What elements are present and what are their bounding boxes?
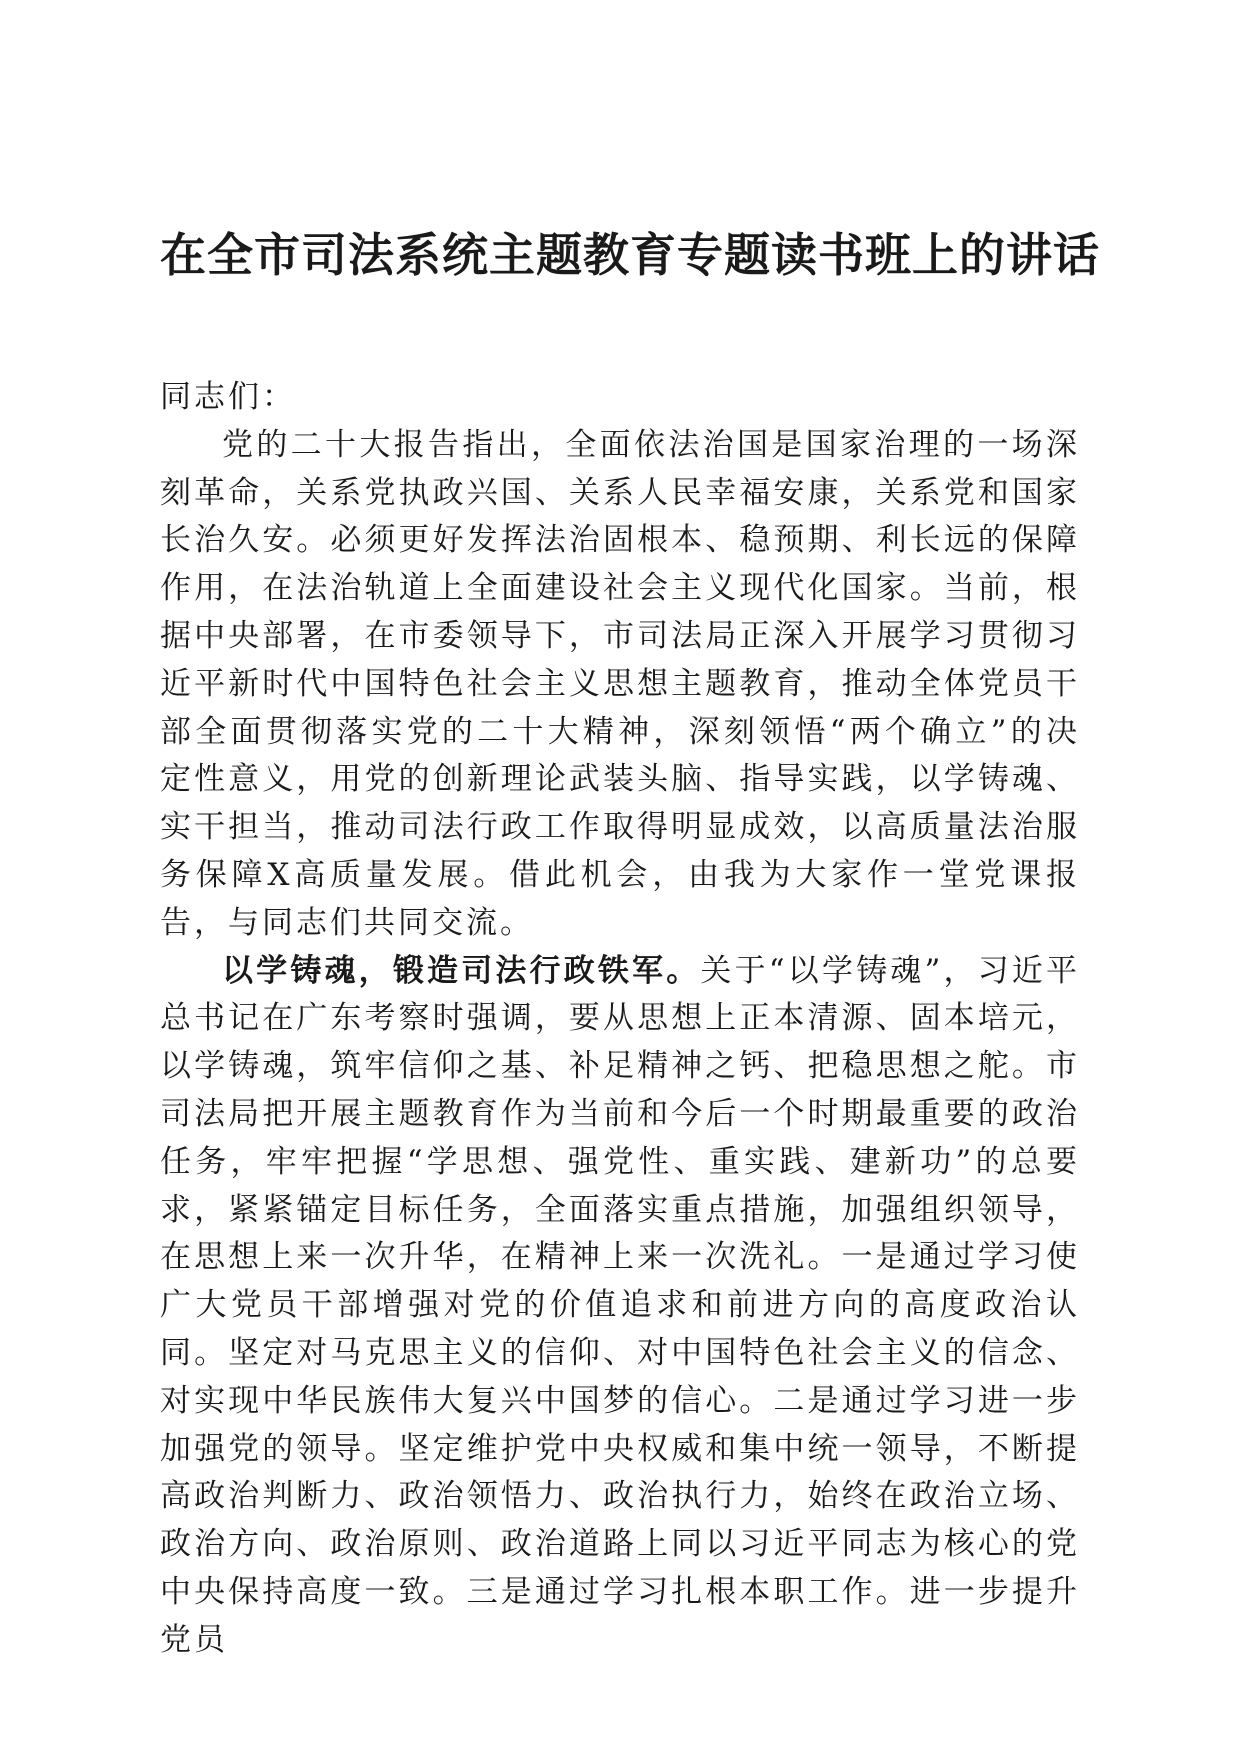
document-title: 在全市司法系统主题教育专题读书班上的讲话 <box>160 228 1100 282</box>
salutation: 同志们： <box>160 379 296 415</box>
paragraph-intro <box>160 422 1080 948</box>
section-heading: 以学铸魂，锻造司法行政铁军。 <box>222 952 701 989</box>
paragraph-section-1 <box>160 948 1080 1665</box>
document-body <box>160 374 1080 1665</box>
paragraph-text: 党的二十大报告指出，全面依法治国是国家治理的一场深刻革命，关系党执政兴国、关系人民幸福安康，关系党和国家长治久安。必须更好发挥法治固根本、稳预期、利长远的保障作用，在法治轨道上全面建设社会主义现代化国家。当前，根据中央部署，在市委领导下，市司法局正深入开展学习贯彻习近平新时代中国特色社会主义思想主题教育，推动全体党员干部全面贯彻落实党的二十大精神，深刻领悟“两个确立”的决定性意义，用党的创新理论武装头脑、指导实践，以学铸魂、实干担当，推动司法行政工作取得明显成效，以高质量法治服务保障X高质量发展。借此机会，由我为大家作一堂党课报告，与同志们共同交流。 <box>160 426 1080 941</box>
paragraph-text: 关于“以学铸魂”，习近平总书记在广东考察时强调，要从思想上正本清源、固本培元，以学铸魂，筑牢信仰之基、补足精神之钙、把稳思想之舵。市司法局把开展主题教育作为当前和今后一个时期最重要的政治任务，牢牢把握“学思想、强党性、重实践、建新功”的总要求，紧紧锚定目标任务，全面落实重点措施，加强组织领导，在思想上来一次升华，在精神上来一次洗礼。一是通过学习使广大党员干部增强对党的价值追求和前进方向的高度政治认同。坚定对马克思主义的信仰、对中国特色社会主义的信念、对实现中华民族伟大复兴中国梦的信心。二是通过学习进一步加强党的领导。坚定维护党中央权威和集中统一领导，不断提高政治判断力、政治领悟力、政治执行力，始终在政治立场、政治方向、政治原则、政治道路上同以习近平同志为核心的党中央保持高度一致。三是通过学习扎根本职工作。进一步提升党员 <box>160 952 1080 1658</box>
